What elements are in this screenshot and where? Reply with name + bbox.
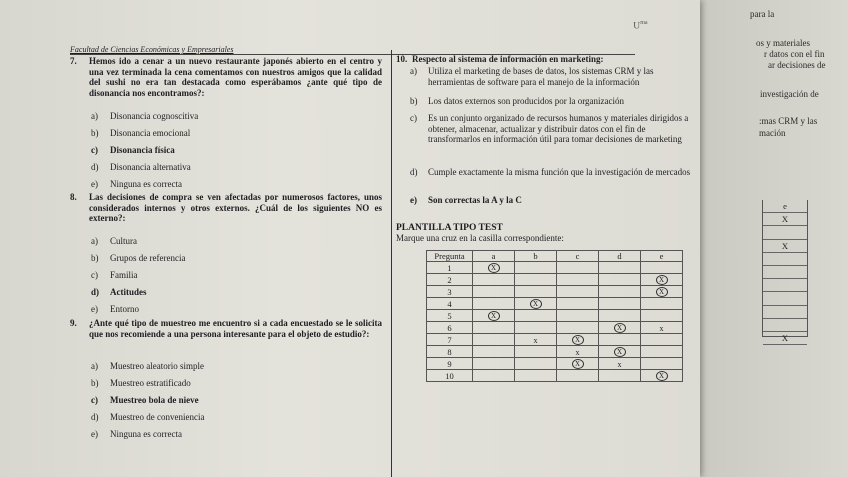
question-number-cell: 3	[427, 286, 473, 298]
question-10: 10. Respecto al sistema de información en marketing:	[396, 54, 696, 65]
scribble-mark: x	[575, 347, 580, 357]
circled-cross-mark: X	[572, 359, 584, 369]
right-col-cell	[763, 226, 807, 239]
answer-cell[interactable]	[599, 262, 641, 274]
question-7-text: Hemos ido a cenar a un nuevo restaurante japonés abierto en el centro y una vez terminada la cena comentamos con nuestros amigos que la calidad del sushi no era tan destacada como esperábamos ¿ante qué tipo de disonancia nos encontramos?:	[89, 56, 382, 98]
col-header-c: c	[557, 251, 599, 262]
circled-cross-mark: X	[656, 287, 668, 297]
circled-cross-mark: X	[656, 371, 668, 381]
answer-cell[interactable]	[557, 298, 599, 310]
q7-option-a: a) Disonancia cognoscitiva	[91, 111, 199, 121]
answer-row	[427, 346, 683, 358]
answer-cell[interactable]	[599, 370, 641, 382]
circled-cross-mark: X	[656, 275, 668, 285]
right-page-line: r datos con el fin	[764, 49, 825, 59]
answer-grid-header	[427, 251, 683, 262]
question-8: 8. Las decisiones de compra se ven afectadas por numerosos factores, unos considerados internos y otros externos. ¿Cuál de los siguientes NO es externo?:	[70, 192, 382, 223]
question-number-cell: 6	[427, 322, 473, 334]
question-number-cell: 2	[427, 274, 473, 286]
answer-cell[interactable]	[473, 274, 515, 286]
answer-cell[interactable]	[599, 358, 641, 370]
answer-cell[interactable]	[557, 358, 599, 370]
q10-option-c: c) Es un conjunto organizado de recursos humanos y materiales dirigidos a obtener, almacenar, actualizar y distribuir datos con el fin de transformarlos en información útil para tomar decisiones de marketing	[410, 113, 689, 144]
question-8-text: Las decisiones de compra se ven afectadas por numerosos factores, unos considerados internos y otros externos. ¿Cuál de los siguientes NO es externo?:	[89, 192, 382, 223]
answer-cell[interactable]	[473, 370, 515, 382]
question-9-text: ¿Ante qué tipo de muestreo me encuentro si a cada encuestado se le solicita que nos recomiende a una persona interesante para el objeto de estudio?:	[89, 318, 382, 339]
right-page-top: para la	[750, 9, 775, 19]
answer-cell[interactable]	[515, 262, 557, 274]
answer-cell[interactable]	[473, 358, 515, 370]
answer-cell[interactable]	[473, 262, 515, 274]
circled-cross-mark: X	[614, 323, 626, 333]
q10-option-a: a) Utiliza el marketing de bases de datos, los sistemas CRM y las herramientas de software para el manejo de la información	[410, 66, 654, 87]
q9-option-b: b) Muestreo estratificado	[91, 378, 191, 388]
answer-cell[interactable]	[641, 358, 683, 370]
answer-cell[interactable]	[473, 310, 515, 322]
col-header-d: d	[599, 251, 641, 262]
answer-cell[interactable]	[515, 310, 557, 322]
right-col-cell	[763, 292, 807, 305]
answer-cell[interactable]	[641, 274, 683, 286]
answer-cell[interactable]	[557, 322, 599, 334]
answer-cell[interactable]	[557, 310, 599, 322]
q7-option-c: c) Disonancia física	[91, 145, 175, 155]
q9-option-e: e) Ninguna es correcta	[91, 429, 182, 439]
question-number-cell: 5	[427, 310, 473, 322]
answer-cell[interactable]	[515, 274, 557, 286]
answer-cell[interactable]	[641, 310, 683, 322]
right-page-line: os y materiales	[756, 38, 810, 48]
right-col-cell	[763, 253, 807, 266]
circled-cross-mark: X	[488, 263, 500, 273]
answer-cell[interactable]	[515, 358, 557, 370]
answer-cell[interactable]	[641, 334, 683, 346]
answer-cell[interactable]	[641, 286, 683, 298]
answer-cell[interactable]	[515, 286, 557, 298]
answer-cell[interactable]	[557, 286, 599, 298]
col-header-b: b	[515, 251, 557, 262]
answer-cell[interactable]	[641, 370, 683, 382]
scribble-mark: x	[659, 323, 664, 333]
answer-row	[427, 298, 683, 310]
q10-option-e: e) Son correctas la A y la C	[410, 195, 522, 205]
answer-cell[interactable]	[641, 298, 683, 310]
answer-cell[interactable]	[557, 334, 599, 346]
question-9: 9. ¿Ante qué tipo de muestreo me encuentro si a cada encuestado se le solicita que nos recomiende a una persona interesante para el objeto de estudio?:	[70, 318, 382, 339]
q8-option-a: a) Cultura	[91, 236, 137, 246]
answer-cell[interactable]	[473, 346, 515, 358]
question-number-cell: 9	[427, 358, 473, 370]
col-header-pregunta: Pregunta	[427, 251, 473, 262]
answer-cell[interactable]	[515, 322, 557, 334]
question-number-cell: 4	[427, 298, 473, 310]
right-col-cell: X	[763, 240, 807, 253]
faculty-header: Facultad de Ciencias Económicas y Empresariales	[70, 45, 234, 54]
answer-cell[interactable]	[641, 322, 683, 334]
right-page-line: ar decisiones de	[768, 60, 826, 70]
q7-option-d: d) Disonancia alternativa	[91, 162, 191, 172]
answer-sheet-title: PLANTILLA TIPO TEST	[396, 223, 503, 233]
circled-cross-mark: X	[614, 347, 626, 357]
q10-option-b: b) Los datos externos son producidos por la organización	[410, 96, 625, 106]
answer-row	[427, 310, 683, 322]
answer-cell[interactable]	[515, 346, 557, 358]
answer-grid	[426, 250, 683, 382]
answer-sheet-instruction: Marque una cruz en la casilla correspondiente:	[396, 233, 564, 243]
answer-row	[427, 358, 683, 370]
col-header-a: a	[473, 251, 515, 262]
answer-cell[interactable]	[473, 298, 515, 310]
column-divider	[391, 50, 392, 477]
q8-option-b: b) Grupos de referencia	[91, 253, 186, 263]
answer-cell[interactable]	[599, 286, 641, 298]
answer-cell[interactable]	[557, 346, 599, 358]
circled-cross-mark: X	[488, 311, 500, 321]
q8-option-c: c) Familia	[91, 270, 138, 280]
question-number-cell: 8	[427, 346, 473, 358]
question-7: 7. Hemos ido a cenar a un nuevo restaurante japonés abierto en el centro y una vez terminada la cena comentamos con nuestros amigos que la calidad del sushi no era tan destacada como esperábamos ¿ante qué tipo de disonancia nos encontramos?:	[70, 56, 382, 98]
answer-cell[interactable]	[473, 322, 515, 334]
q9-option-a: a) Muestreo aleatorio simple	[91, 361, 204, 371]
answer-row	[427, 262, 683, 274]
answer-row	[427, 334, 683, 346]
answer-cell[interactable]	[473, 334, 515, 346]
answer-row	[427, 286, 683, 298]
q7-option-e: e) Ninguna es correcta	[91, 179, 182, 189]
answer-cell[interactable]	[515, 298, 557, 310]
q9-option-c: c) Muestreo bola de nieve	[91, 395, 199, 405]
right-page-answer-column	[762, 200, 808, 343]
answer-cell[interactable]	[557, 370, 599, 382]
answer-row	[427, 274, 683, 286]
answer-cell[interactable]	[515, 370, 557, 382]
answer-cell[interactable]	[599, 274, 641, 286]
right-page-line: :mas CRM y las	[759, 116, 818, 126]
answer-cell[interactable]	[599, 346, 641, 358]
right-col-cell	[763, 279, 807, 292]
right-col-cell: X	[763, 213, 807, 226]
answer-cell[interactable]	[599, 334, 641, 346]
q7-option-b: b) Disonancia emocional	[91, 128, 191, 138]
answer-cell[interactable]	[599, 322, 641, 334]
answer-cell[interactable]	[641, 262, 683, 274]
circled-cross-mark: X	[572, 335, 584, 345]
col-header-e: e	[641, 251, 683, 262]
right-page-line: investigación de	[760, 89, 819, 99]
right-col-cell	[763, 319, 807, 332]
right-col-cell	[763, 266, 807, 279]
scribble-mark: x	[533, 335, 538, 345]
answer-cell[interactable]	[557, 274, 599, 286]
question-10-text: Respecto al sistema de información en marketing:	[412, 54, 604, 64]
answer-cell[interactable]	[599, 298, 641, 310]
right-page-line: mación	[759, 128, 786, 138]
university-logo: ᵁ$^{ma}$	[633, 20, 648, 37]
right-col-cell: X	[763, 332, 807, 345]
answer-row	[427, 322, 683, 334]
question-number-cell: 10	[427, 370, 473, 382]
answer-cell[interactable]	[473, 286, 515, 298]
answer-cell[interactable]	[515, 334, 557, 346]
right-col-cell	[763, 306, 807, 319]
answer-cell[interactable]	[599, 310, 641, 322]
answer-cell[interactable]	[641, 346, 683, 358]
answer-row	[427, 370, 683, 382]
question-number-cell: 7	[427, 334, 473, 346]
circled-cross-mark: X	[530, 299, 542, 309]
q9-option-d: d) Muestreo de conveniencia	[91, 412, 205, 422]
scribble-mark: x	[617, 359, 622, 369]
q8-option-e: e) Entorno	[91, 304, 139, 314]
answer-cell[interactable]	[557, 262, 599, 274]
question-number-cell: 1	[427, 262, 473, 274]
q10-option-d: d) Cumple exactamente la misma función que la investigación de mercados	[410, 167, 691, 177]
q8-option-d: d) Actitudes	[91, 287, 147, 297]
right-col-header: e	[763, 200, 807, 213]
